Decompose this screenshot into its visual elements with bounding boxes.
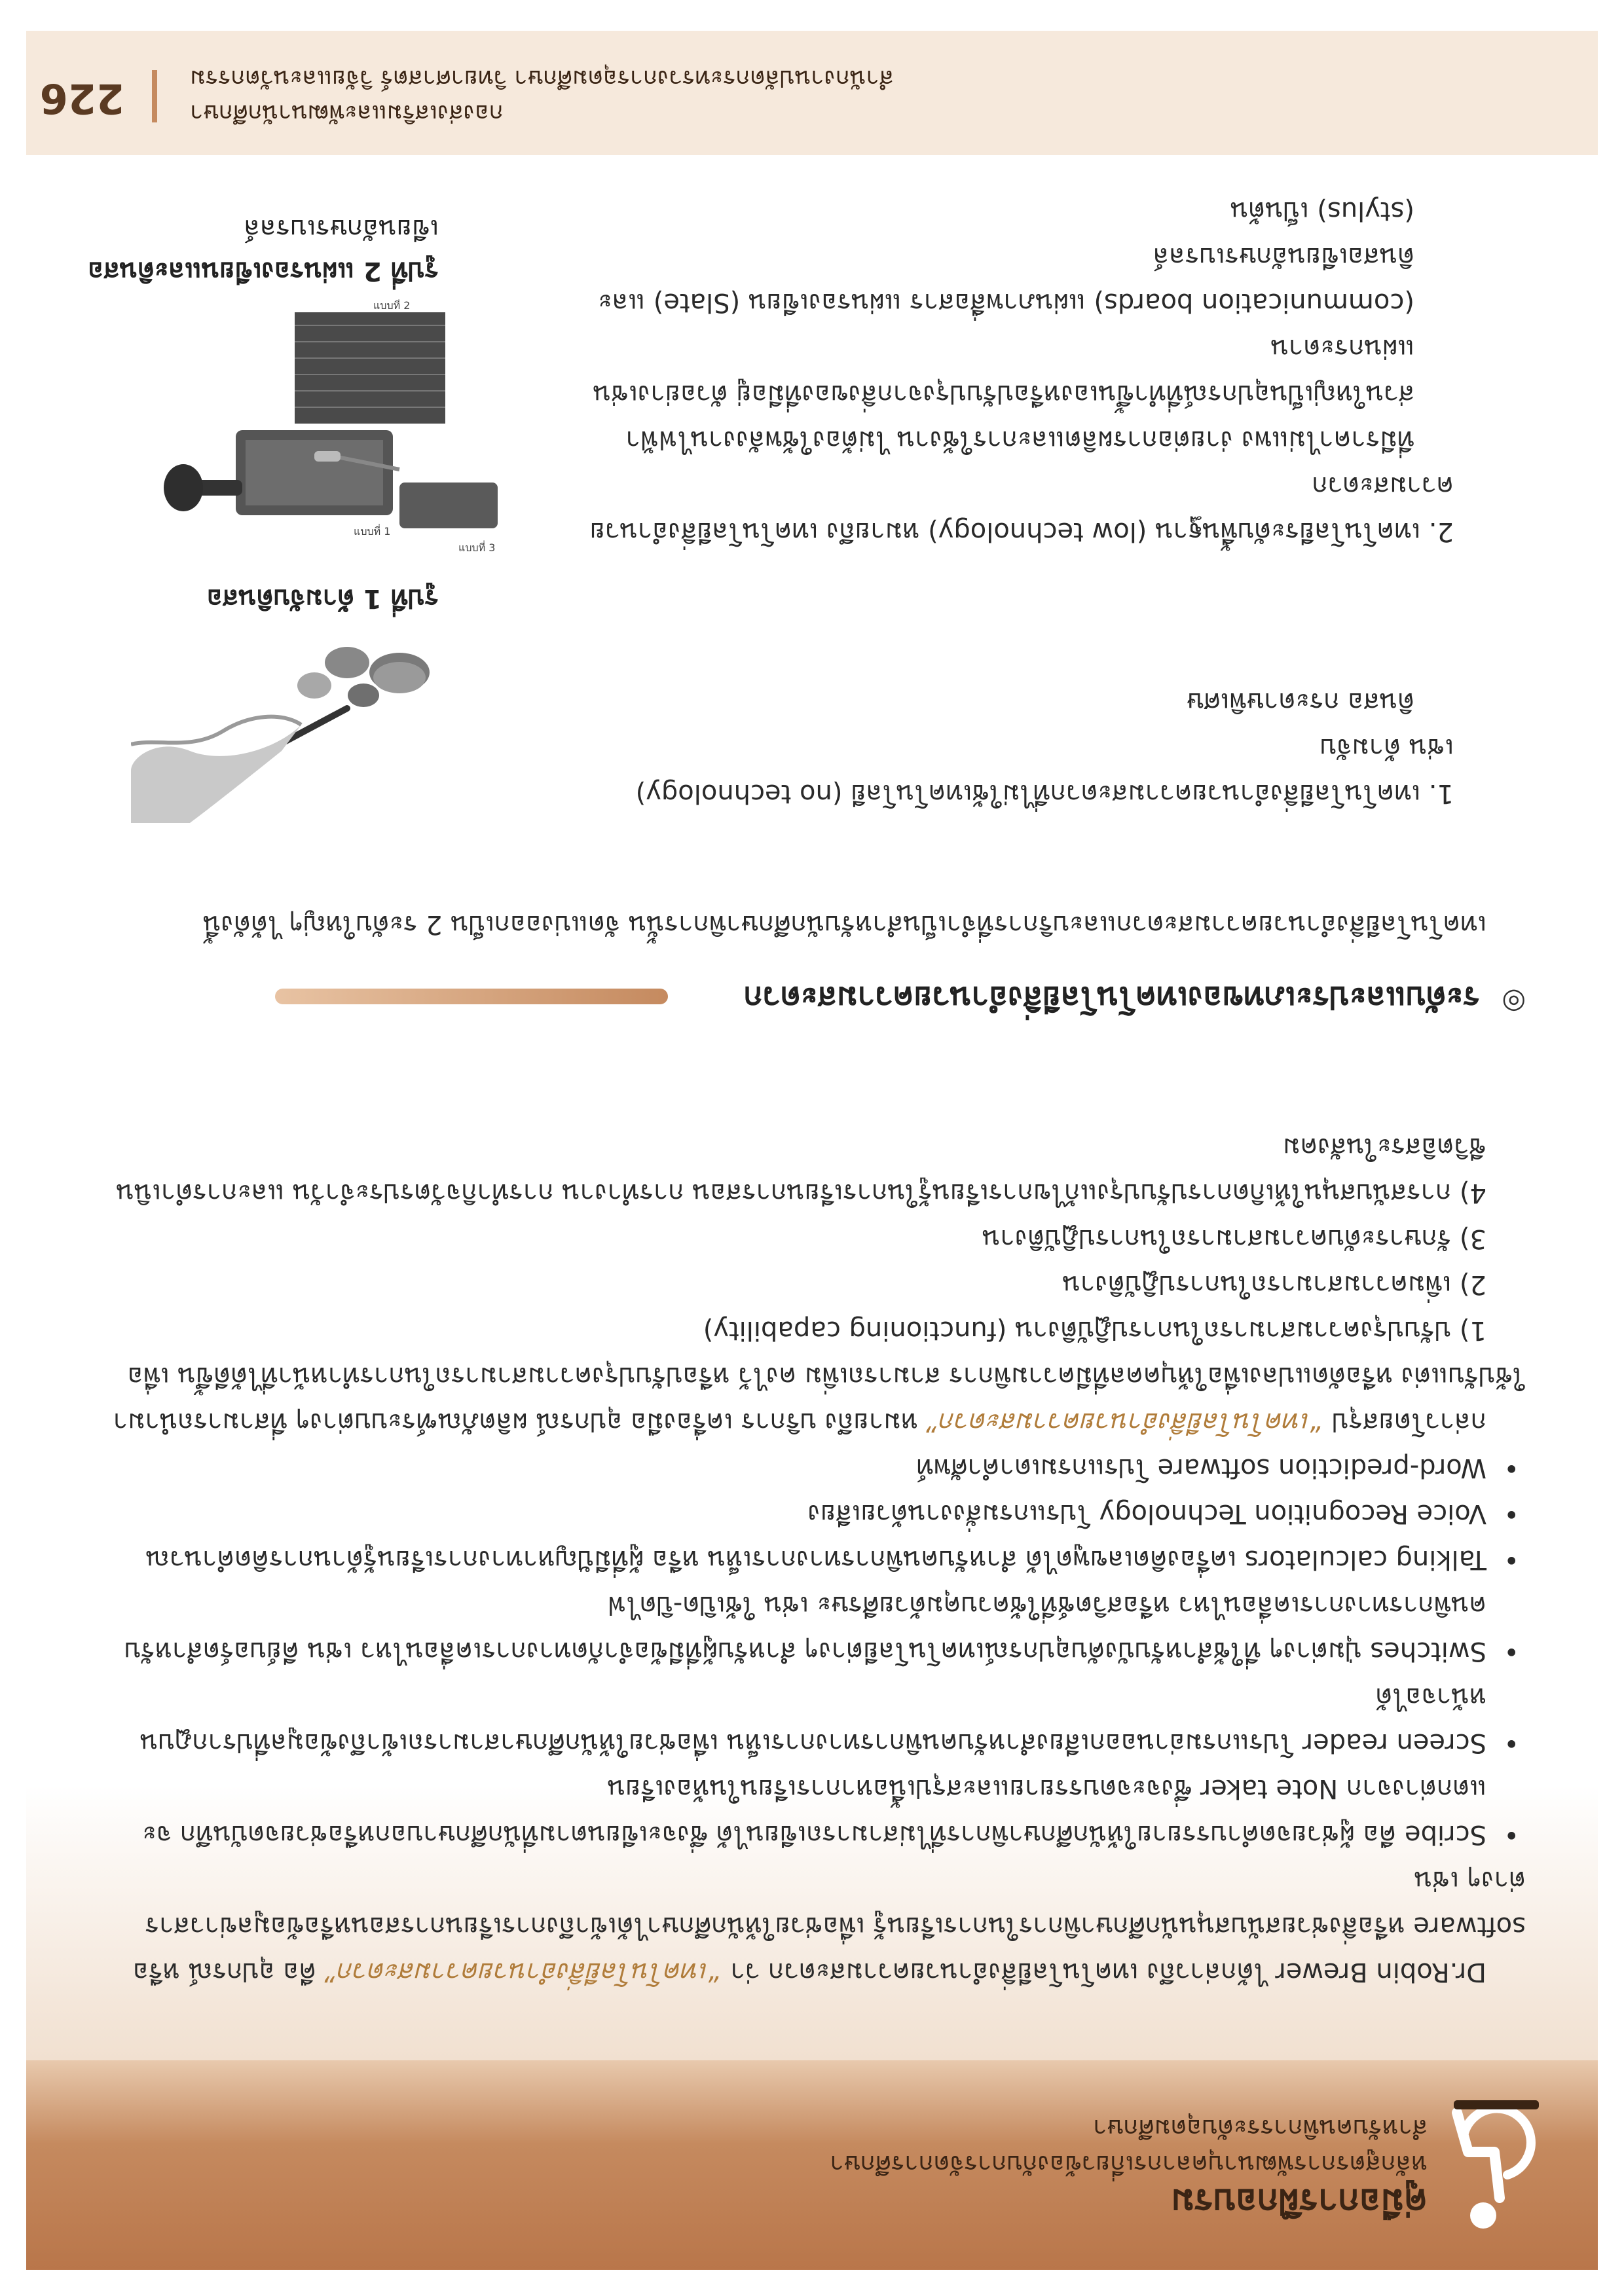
list-item: • Switches ปุ่มต่างๆ ที่ใช้สำหรับบังคับอุปกรณ์เทคโนโลยีต่างๆ สำหรับผู้ที่มีข้อจำกัดทางการเคลื่อนไหว เช่น คีย์บอร์ดสำหรับคนพิการทางการเคลื่อนไหว หรือสวิตช์ที่ใช้ควบคุมด้วยศีรษะ เช่น ใช้เปิด-ปิดไฟ <box>98 1582 1526 1674</box>
section-accent-bar <box>275 989 668 1004</box>
list-item: • Voice Recognition Technology โปรแกรมสั่งงานด้วยเสียง <box>98 1491 1526 1537</box>
page-number-divider <box>152 70 157 122</box>
page-number: 226 <box>39 75 124 122</box>
list-item: • Screen reader โปรแกรมอ่านออกเสียงสำหรับคนพิการทางการเห็น เพื่อช่วยให้นักศึกษาสามารถเข้าถึงข้อมูลที่ปรากฏบนหน้าจอได้ <box>98 1674 1526 1766</box>
wheelchair-logo-icon <box>1447 2096 1545 2234</box>
level2-line: (stylus) เป็นต้น <box>1230 196 1414 226</box>
item-label: แบบที่ 2 <box>373 299 411 312</box>
header-subtitle-line: สำหรับคนพิการระดับอุดมศึกษา <box>1093 2114 1428 2143</box>
list-item: • Talking calculators เครื่องคิดเลขพูดได้ สำหรับคนพิการทางการเห็น หรือ ผู้ที่มีปัญหาทางการเรียนรู้ด้านการคิดคำนวณ <box>98 1537 1526 1582</box>
level2-line: ส่วนใหญ่เป็นอุปกรณ์ที่ทำขึ้นเองหรือปรับปรุงจากสิ่งของที่มีอยู่ ตัวอย่างเช่น แผ่นกระดาน <box>593 333 1414 409</box>
level2-line: (communication boards) แผ่นภาพสื่อสาร แผ่นรองเขียน (Slate) และดินสอเขียนอักษรเบรลล์ <box>598 242 1414 318</box>
levels-intro-text: เทคโนโลยีสิ่งอำนวยความสะดวกและบริการที่จำเป็นสำหรับนักศึกษาพิการนั้น จัดแบ่งออกเป็น 2 ระดับใหญ่ๆ ได้ดังนี้ <box>203 909 1486 939</box>
target-icon: ◎ <box>1502 987 1526 1019</box>
summary-lead: กล่าวโดยสรุป <box>1323 1407 1486 1437</box>
intro-highlight-term: “เทคโนโลยีสิ่งอำนวยความสะดวก” <box>324 1957 722 1987</box>
body-text-block <box>98 1124 1526 1995</box>
figure1-caption: รูปที่ 1 ด้ามจับดินสอ <box>206 583 439 613</box>
footer-line: กองส่งเสริมและพัฒนานักศึกษา <box>190 100 504 126</box>
level1-block <box>589 679 1454 816</box>
section-heading <box>85 970 1526 1023</box>
numbered-item: 2) เพิ่มความสามารถในการปฏิบัติงาน <box>1062 1269 1486 1300</box>
intro-paragraph <box>98 1857 1526 1995</box>
levels-intro <box>98 902 1526 947</box>
level1-line: ดินสอ กระดาษพิเศษ <box>1186 687 1414 717</box>
footer-line: สำนักงานปลัดกระทรวงการอุดมศึกษา วิทยาศาสตร์ วิจัยและนวัตกรรม <box>190 65 894 92</box>
level2-line: ที่มีราคาไม่แพง ง่ายต่อการผลิตและการใช้งาน ไม่ต้องใช้พลังงานไฟฟ้า <box>625 425 1414 455</box>
slate-stylus-photo <box>131 299 498 568</box>
numbered-item: 1) ปรับปรุงความสามารถในการปฏิบัติงาน (functioning capability) <box>703 1315 1486 1345</box>
item-label: แบบที่ 3 <box>458 541 496 554</box>
level2-line: 2. เทคโนโลยีระดับพื้นฐาน (low technology) หมายถึง เทคโนโลยีสิ่งอำนวยความสะดวก <box>589 471 1454 547</box>
figure2-caption-line: เขียนอักษรเบรลล์ <box>244 213 439 244</box>
intro-lead: Dr.Robin Brewer ได้กล่าวถึง เทคโนโลยีสิ่งอำนวยความสะดวก ว่า <box>722 1957 1486 1987</box>
list-item: • Word-prediction software โปรแกรมเดาคำศัพท์ <box>98 1445 1526 1491</box>
summary-highlight-term: “เทคโนโลยีสิ่งอำนวยความสะดวก” <box>926 1407 1324 1437</box>
figure2-caption-line: รูปที่ 2 แผ่นรองเขียนและดินสอ <box>88 256 439 286</box>
pencil-grip-photo <box>131 633 498 823</box>
section-title: ระดับและประเภทของเทคโนโลยีสิ่งอำนวยความสะดวก <box>743 979 1480 1016</box>
header-title: คู่มือการฝึกอบรม <box>1171 2181 1428 2223</box>
level2-block <box>563 188 1454 555</box>
summary-rest: หมายถึง บริการ เครื่องมือ อุปกรณ์ ผลิตภัณฑ์ระบบต่างๆ ที่สามารถนำมาใช้ปรับแต่ง หรือดัดแปลงเพื่อให้บุคคลที่มีความพิการ สามารถเพิ่ม คงไว้ หรือปรับปรุงความสามารถในการทำหน้าที่ได้ดีขึ้น เพื่อ <box>113 1361 1526 1437</box>
header-subtitle-line: หลักสูตรการพัฒนาบุคลากรเกี่ยวข้องกับการจัดการศึกษา <box>830 2150 1428 2179</box>
numbered-item: 4) การสนับสนุนให้เกิดการปรับปรุงแก้ไขการเรียนรู้ในการเรียนการสอน การทำงาน การทำกิจวัตรประจำวัน และการดำเนินชีวิตอิสระในสังคม <box>116 1132 1486 1208</box>
level1-line: 1. เทคโนโลยีสิ่งอำนวยความสะดวกที่ไม่ใช้เทคโนโลยี (no technology) เช่น ด้ามจับ <box>635 733 1454 809</box>
intro-rest: คือ อุปกรณ์ หรือ software หรือสิ่งช่วยสนับสนุนนักศึกษาพิการในการเรียนรู้ เพื่อช่วยให้นักศึกษาได้เข้าถึงการเรียนการสอนหรือข้อมูลข่าวสาร ต่างๆ เช่น <box>132 1865 1526 1987</box>
numbered-item: 3) รักษาระดับความสามารถในการปฏิบัติงาน <box>982 1224 1486 1254</box>
item-label: แบบที่ 1 <box>354 525 391 538</box>
summary-paragraph <box>98 1353 1526 1445</box>
list-item: • Scribe คือ ผู้ช่วยจดคำบรรยายให้นักศึกษาพิการที่ไม่สามารถเขียนได้ ซึ่งจะเขียนตามที่นักศึกษาบอกหรือช่วยจดบันทึก จะแตกต่างจาก Note taker ซึ่งจะจดบรรยายและสรุปเนื้อหาการเรียนในห้องเรียน <box>98 1766 1526 1857</box>
